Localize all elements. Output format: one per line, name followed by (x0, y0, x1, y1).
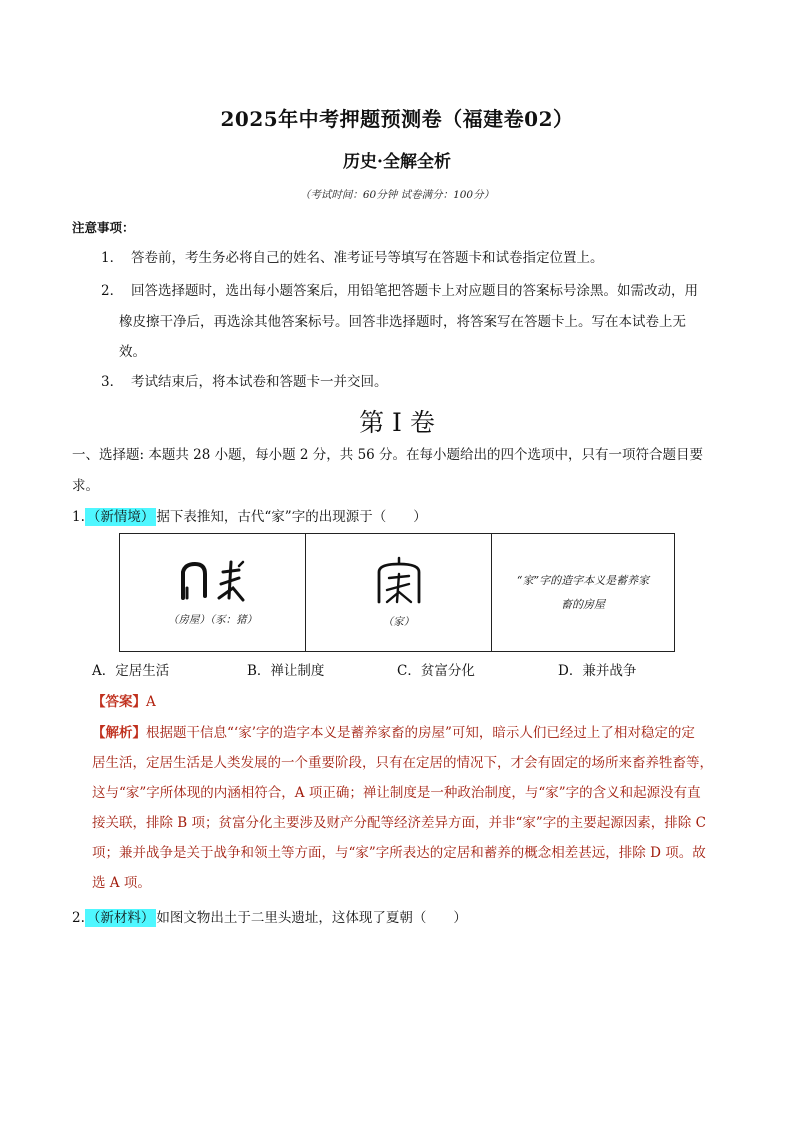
question-tag: （新材料） (86, 910, 155, 926)
analysis-line: 选 A 项。 (92, 875, 151, 891)
table-cell-caption: （家） (382, 616, 415, 628)
option-c: C．贫富分化 (397, 663, 475, 679)
notice-item-text: 回答选择题时，选出每小题答案后，用铅笔把答题卡上对应题目的答案标号涂黑。如需改动，用 (131, 283, 698, 299)
notice-item-text: 答卷前，考生务必将自己的姓名、准考证号等填写在答题卡和试卷指定位置上。 (131, 250, 604, 266)
answer-label: 【答案】 (92, 694, 146, 710)
question-1-table (119, 533, 675, 652)
exam-info: （考试时间：60分钟 试卷满分：100分） (299, 189, 495, 201)
analysis-line: 这与“家”字所体现的内涵相符合，A 项正确；禅让制度是一种政治制度，与“家”字的含义和起源没有直 (92, 785, 701, 801)
question-tag: （新情境） (86, 509, 155, 525)
volume-heading: 第 I 卷 (359, 408, 435, 437)
notice-item-text: 效。 (119, 344, 146, 360)
question-1-answer (92, 690, 156, 710)
document-title: 2025年中考押题预测卷（福建卷02） (220, 107, 574, 131)
document-subtitle: 历史·全解全析 (343, 152, 451, 172)
analysis-line: 根据题干信息“‘家’字的造字本义是蓄养家畜的房屋”可知，暗示人们已经过上了相对稳定的定 (146, 725, 695, 741)
table-cell-caption: （房屋）（豕：猪） (167, 614, 258, 626)
notice-item-1 (72, 243, 722, 274)
notice-item-number: 2． (101, 283, 124, 299)
table-cell-explanation (492, 534, 675, 652)
section-instructions (72, 440, 724, 501)
oracle-house-and-pig-glyph-icon (173, 558, 253, 606)
question-text: 据下表推知，古代“家”字的出现源于（ ） (156, 509, 427, 525)
question-text: 如图文物出土于二里头遗址，这体现了夏朝（ ） (156, 910, 467, 926)
table-cell-text: 畜的房屋 (561, 597, 605, 611)
section-line: 求。 (72, 477, 99, 494)
question-2-stem (72, 907, 467, 929)
question-number: 2. (72, 910, 85, 926)
analysis-label: 【解析】 (92, 725, 146, 741)
option-b: B．禅让制度 (247, 663, 325, 679)
option-d: D．兼并战争 (558, 663, 637, 679)
notice-item-3 (72, 367, 722, 398)
answer-value: A (146, 694, 156, 710)
notice-item-text: 橡皮擦干净后，再选涂其他答案标号。回答非选择题时，将答案写在答题卡上。写在本试卷上无 (119, 313, 686, 330)
notice-item-number: 1． (101, 250, 124, 266)
option-a: A．定居生活 (92, 663, 170, 679)
question-1-stem (72, 506, 427, 528)
notice-item-text: 考试结束后，将本试卷和答题卡一并交回。 (131, 374, 388, 390)
notice-item-2 (72, 276, 722, 368)
notice-heading: 注意事项： (72, 220, 135, 235)
table-cell-text: “家”字的造字本义是蓄养家 (516, 573, 650, 587)
analysis-line: 接关联，排除 B 项；贫富分化主要涉及财产分配等经济差异方面，并非“家”字的主要起源因素，排除 C (92, 815, 706, 831)
table-cell-oracle-jia (306, 534, 492, 652)
analysis-line: 项；兼并战争是关于战争和领土等方面，与“家”字所表达的定居和蓄养的概念相差甚远，排除 D 项。故 (92, 845, 706, 861)
section-line: 一、选择题: 本题共 28 小题，每小题 2 分，共 56 分。在每小题给出的四个选项中，只有一项符合题目要 (72, 447, 704, 463)
question-number: 1. (72, 509, 85, 525)
question-1-analysis (92, 718, 724, 898)
oracle-jia-glyph-icon (371, 556, 427, 608)
notice-item-number: 3． (101, 374, 124, 390)
analysis-line: 居生活，定居生活是人类发展的一个重要阶段，只有在定居的情况下，才会有固定的场所来畜养牲畜等， (92, 755, 713, 771)
table-cell-oracle-parts (120, 534, 306, 652)
